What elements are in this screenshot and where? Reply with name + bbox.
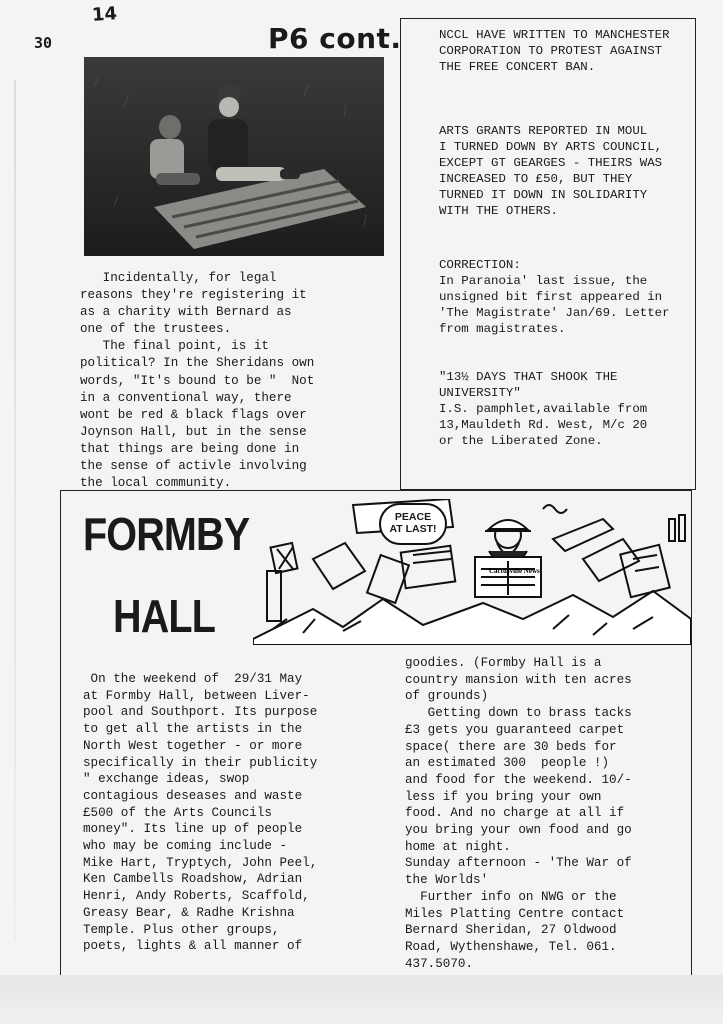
pamphlet-notice: "13½ DAYS THAT SHOOK THE UNIVERSITY" I.S. pamphlet,available from 13,Mauldeth Rd. West, M/c 20 or the Liberated Zone. — [439, 370, 648, 448]
arts-grants-notice: ARTS GRANTS REPORTED IN MOUL I TURNED DOWN BY ARTS COUNCIL, EXCEPT GT GEARGES - THEIRS WAS INCREASED TO £50, BUT THEY TURNED IT DOWN IN SOLIDARITY WITH THE OTHERS. — [439, 124, 663, 218]
speech-bubble-text: PEACE AT LAST! — [389, 511, 437, 535]
cartoon-rubble-illustration — [253, 499, 691, 645]
scan-bottom-edge — [0, 975, 723, 1024]
cartoon-newspaper-masthead: Cactusville News — [489, 567, 540, 575]
page-heading: P6 cont. — [268, 22, 402, 55]
photo-children-on-pallet — [84, 57, 384, 256]
formby-right-column: goodies. (Formby Hall is a country mansion with ten acres of grounds) Getting down to brass tacks £3 gets you guaranteed carpet space( there are 30 beds for an estimated 300 people !) and food for the weekend. 10/- less if you bring your own food. And no charge at all if you bring your own food and go home at night. Sunday afternoon - 'The War of the Worlds' Further info on NWG or the Miles Platting Centre contact Bernard Sheridan, 27 Oldwood Road, Wythenshawe, Tel. 061. 437.5070. — [405, 656, 632, 971]
formby-left-column: On the weekend of 29/31 May at Formby Hall, between Liver- pool and Southport. Its purpose to get all the artists in the North West together - or more specifically in their publicity " exchange ideas, swop contagious deseases and waste £500 of the Arts Councils money". Its line up of people who may be coming include - Mike Hart, Tryptych, John Peel, Ken Cambells Roadshow, Adrian Henri, Andy Roberts, Scaffold, Greasy Bear, & Radhe Krishna Temple. Plus other groups, poets, lights & all manner of — [83, 672, 318, 954]
nccl-notice: NCCL HAVE WRITTEN TO MANCHESTER CORPORATION TO PROTEST AGAINST THE FREE CONCERT BAN. — [439, 28, 670, 74]
speech-bubble — [379, 503, 447, 545]
formby-title: FORMBY — [83, 508, 250, 560]
news-briefs-box — [400, 18, 696, 490]
hall-title: HALL — [113, 590, 216, 642]
scan-shadow — [14, 80, 16, 940]
correction-notice: CORRECTION: In Paranoia' last issue, the unsigned bit first appeared in 'The Magistrate' Jan/69. Letter from magistrates. — [439, 258, 670, 336]
page-number: 30 — [34, 34, 53, 52]
left-column-article: Incidentally, for legal reasons they're registering it as a charity with Bernard as one of the trustees. The final point, is it political? In the Sheridans own words, "It's bound to be " Not in a conventional way, there wont be red & black flags over Joynson Hall, but in the sense that things are being done in the sense of activle involving the local community. — [80, 271, 315, 491]
formby-hall-box — [60, 490, 692, 978]
handwritten-number: 14 — [91, 3, 118, 26]
